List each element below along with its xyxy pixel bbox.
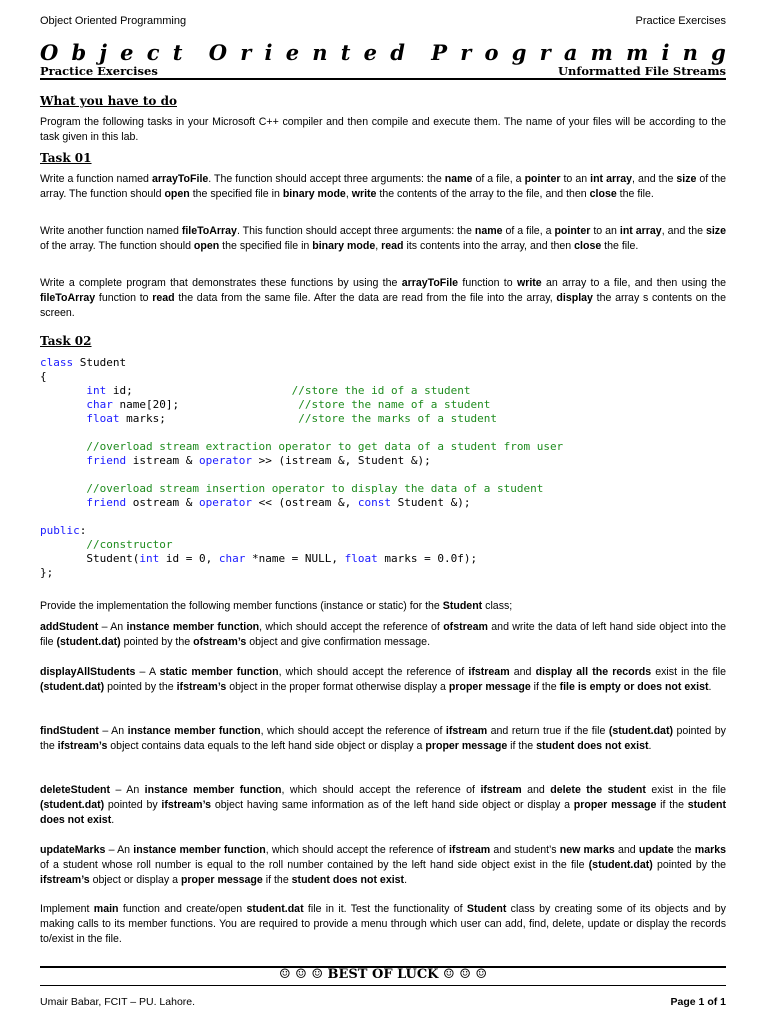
text-run: the specified file in — [219, 240, 313, 252]
code-text: id; — [106, 384, 292, 397]
text-run: Provide the implementation the following member functions (instance or static) for the — [40, 600, 443, 612]
text-run: – A — [135, 666, 160, 678]
running-header — [40, 15, 726, 31]
text-run: . This function should accept three arguments: the — [236, 225, 475, 237]
code-line — [40, 370, 563, 384]
code-text — [40, 538, 86, 551]
bold-run: student does not exist — [291, 874, 405, 886]
bold-run: ifstream — [468, 666, 510, 678]
code-line — [40, 538, 563, 552]
bold-run: ifstream’s — [176, 681, 227, 693]
code-keyword: char — [218, 552, 246, 565]
text-run: pointed by — [104, 799, 162, 811]
text-run: exist in the file — [645, 784, 726, 796]
bold-run: addStudent — [40, 621, 99, 633]
text-run: and — [521, 784, 551, 796]
bold-run: open — [193, 240, 220, 252]
bold-run: instance member function — [133, 844, 266, 856]
text-run: , which should accept the reference of — [260, 725, 446, 737]
text-run: function to — [95, 292, 153, 304]
code-text: name[20]; — [112, 398, 299, 411]
bold-run: updateMarks — [40, 844, 106, 856]
bold-run: int array — [619, 225, 662, 237]
footer-author: Umair Babar, FCIT – PU. Lahore. — [40, 996, 196, 1008]
text-run: if the — [262, 874, 292, 886]
code-comment: //overload stream extraction operator to get data of a student from user — [86, 440, 564, 453]
text-run: – An — [110, 784, 145, 796]
text-run: , — [345, 188, 352, 200]
text-run: . The function should accept three arguments: the — [208, 173, 445, 185]
code-line — [40, 524, 563, 538]
text-run: object and give confirmation message. — [246, 636, 431, 648]
subtitle-right: Unformatted File Streams — [558, 64, 726, 78]
bold-run: ifstream’s — [161, 799, 212, 811]
bold-run: deleteStudent — [40, 784, 111, 796]
item-delete-student — [40, 783, 726, 828]
text-run: function and create/open — [118, 903, 247, 915]
title-letter: e — [363, 40, 377, 65]
bold-run: student does not exist — [40, 799, 726, 826]
bold-run: close — [589, 188, 617, 200]
code-text: marks; — [119, 412, 299, 425]
code-text: Student — [73, 356, 127, 369]
text-run: – An — [98, 621, 127, 633]
code-text: Student( — [40, 552, 140, 565]
text-run: class; — [482, 600, 513, 612]
page-number: Page 1 of 1 — [670, 996, 726, 1008]
text-run: pointed by the — [652, 859, 726, 871]
title-letter: O — [40, 40, 59, 65]
bold-run: write — [351, 188, 377, 200]
task1-heading: Task 01 — [40, 151, 92, 165]
code-keyword: operator — [198, 496, 252, 509]
bold-run: new marks — [559, 844, 615, 856]
text-run: pointed by the — [120, 636, 194, 648]
text-run: the file. — [601, 240, 639, 252]
code-line — [40, 426, 563, 440]
text-run: pointed by the — [104, 681, 177, 693]
task1-paragraph-1 — [40, 172, 726, 202]
code-text: : — [79, 524, 87, 537]
bold-run: findStudent — [40, 725, 99, 737]
bold-run: pointer — [554, 225, 591, 237]
code-text: { — [40, 370, 47, 383]
code-line — [40, 496, 563, 510]
bold-run: write — [516, 277, 542, 289]
code-comment: //overload stream insertion operator to display the data of a student — [86, 482, 544, 495]
item-update-marks — [40, 843, 726, 888]
bold-run: binary mode — [282, 188, 346, 200]
code-line — [40, 482, 563, 496]
title-letter: g — [511, 40, 527, 65]
bold-run: arrayToFile — [401, 277, 459, 289]
bold-run: proper message — [425, 740, 508, 752]
code-text — [40, 482, 86, 495]
bold-run: ifstream — [445, 725, 488, 737]
code-line — [40, 468, 563, 482]
text-run: and — [509, 666, 536, 678]
text-run: the — [673, 844, 695, 856]
code-text — [40, 384, 86, 397]
code-keyword: friend — [86, 454, 127, 467]
bold-run: Student — [442, 600, 483, 612]
title-letter: r — [539, 40, 551, 65]
subtitle-bar — [40, 64, 726, 80]
task2-heading: Task 02 — [40, 334, 92, 348]
code-text — [40, 496, 86, 509]
bold-run: close — [574, 240, 602, 252]
task2-intro — [40, 599, 726, 614]
title-letter: P — [431, 40, 448, 65]
bold-run: size — [676, 173, 697, 185]
text-run: the contents of the array to the file, and then — [376, 188, 590, 200]
text-run: the data from the same file. After the data are read from the file into the array, — [174, 292, 557, 304]
title-letter: r — [460, 40, 472, 65]
code-line — [40, 454, 563, 468]
text-run: , — [375, 240, 382, 252]
text-run: Write another function named — [40, 225, 182, 237]
title-letter: e — [120, 40, 134, 65]
bold-run: display all the records — [535, 666, 652, 678]
title-letter: e — [285, 40, 300, 65]
code-text: *name = NULL, — [245, 552, 345, 565]
code-text: istream & — [126, 454, 199, 467]
title-letter: t — [340, 40, 351, 65]
bold-run: update — [638, 844, 674, 856]
bold-run: displayAllStudents — [40, 666, 136, 678]
text-run: and student’s — [490, 844, 560, 856]
title-letter: n — [682, 40, 698, 65]
bold-run: proper message — [448, 681, 531, 693]
bold-run: name — [474, 225, 503, 237]
code-comment: //store the name of a student — [298, 398, 491, 411]
title-letter: m — [590, 40, 613, 65]
title-letter: t — [172, 40, 183, 65]
bold-run: ofstream — [443, 621, 488, 633]
code-line — [40, 412, 563, 426]
code-line — [40, 566, 563, 580]
bold-run: binary mode — [312, 240, 376, 252]
text-run: of the array. The function should — [40, 240, 194, 252]
code-keyword: operator — [198, 454, 252, 467]
code-text: marks = 0.0f); — [377, 552, 478, 565]
text-run: Implement — [40, 903, 94, 915]
text-run: , and the — [661, 225, 706, 237]
code-line — [40, 510, 563, 524]
header-left: Object Oriented Programming — [40, 15, 187, 27]
bold-run: int array — [590, 173, 632, 185]
bold-run: file is empty or does not exist — [559, 681, 709, 693]
code-comment: //store the marks of a student — [298, 412, 497, 425]
text-run: if the — [507, 740, 537, 752]
text-run: the file. — [616, 188, 654, 200]
text-run: its contents into the array, and then — [403, 240, 575, 252]
bold-run: fileToArray — [40, 292, 96, 304]
title-letter: i — [264, 40, 273, 65]
code-comment: //constructor — [86, 538, 173, 551]
code-text — [40, 440, 86, 453]
bold-run: (student.dat) — [40, 799, 105, 811]
code-keyword: int — [139, 552, 160, 565]
title-letter: a — [563, 40, 578, 65]
item-add-student — [40, 620, 726, 650]
text-run: file in it. Test the functionality of — [303, 903, 467, 915]
text-run: – An — [98, 725, 128, 737]
code-keyword: char — [86, 398, 113, 411]
text-run: . — [708, 681, 712, 693]
bold-run: ifstream’s — [40, 874, 90, 886]
text-run: . — [404, 874, 408, 886]
text-run: , which should accept the reference of — [281, 784, 481, 796]
document-page — [40, 0, 726, 1024]
bold-run: student does not exist — [536, 740, 649, 752]
code-line — [40, 398, 563, 412]
code-text: << (ostream &, — [251, 496, 358, 509]
text-run: exist in the file — [651, 666, 726, 678]
bold-run: ifstream — [480, 784, 522, 796]
text-run: and write the data of left hand side object into the file — [40, 621, 726, 648]
code-keyword: friend — [86, 496, 127, 509]
bold-run: fileToArray — [181, 225, 237, 237]
code-line — [40, 384, 563, 398]
code-text — [40, 398, 86, 411]
bold-run: arrayToFile — [151, 173, 209, 185]
bold-run: display — [556, 292, 593, 304]
divider-bottom — [40, 985, 726, 986]
code-block — [40, 356, 563, 580]
text-run: of a file, a — [472, 173, 525, 185]
code-text: ostream & — [126, 496, 199, 509]
code-text — [40, 412, 86, 425]
code-keyword: public — [40, 524, 80, 537]
code-keyword: class — [40, 356, 74, 369]
text-run: object or display a — [89, 874, 181, 886]
title-letter: O — [208, 40, 228, 65]
text-run: of a student whose roll number is equal to the roll number contained by the left hand side object exist in the file — [40, 859, 589, 871]
bold-run: instance member function — [126, 621, 260, 633]
title-letter: m — [626, 40, 649, 65]
text-run: of a file, a — [502, 225, 555, 237]
code-line — [40, 552, 563, 566]
code-line — [40, 440, 563, 454]
item-display-all-students — [40, 665, 726, 695]
code-text: Student &); — [391, 496, 471, 509]
code-keyword: const — [357, 496, 392, 509]
text-run: if the — [656, 799, 688, 811]
bold-run: read — [152, 292, 175, 304]
bold-run: instance member function — [127, 725, 261, 737]
title-letter: i — [661, 40, 670, 65]
bold-run: marks — [694, 844, 726, 856]
task1-paragraph-3 — [40, 276, 726, 321]
bold-run: (student.dat) — [40, 681, 105, 693]
text-run: function to — [458, 277, 517, 289]
closing-paragraph — [40, 902, 726, 947]
bold-run: read — [381, 240, 404, 252]
bold-run: proper message — [180, 874, 263, 886]
code-text: >> (istream &, Student &); — [251, 454, 431, 467]
title-letter: r — [240, 40, 252, 65]
title-letter: d — [390, 40, 405, 65]
title-letter: g — [711, 40, 726, 65]
document-title — [40, 40, 726, 66]
text-run: , and the — [632, 173, 677, 185]
task1-paragraph-2 — [40, 224, 726, 254]
code-line — [40, 356, 563, 370]
text-run: object having same information as of the left hand side object or display a — [211, 799, 574, 811]
text-run: object in the proper format otherwise display a — [226, 681, 449, 693]
text-run: , which should accept the reference of — [278, 666, 469, 678]
bold-run: delete the student — [550, 784, 646, 796]
title-letter: j — [99, 40, 107, 65]
text-run: . — [111, 814, 115, 826]
bold-run: instance member function — [144, 784, 282, 796]
title-letter: o — [484, 40, 499, 65]
bold-run: size — [705, 225, 726, 237]
best-of-luck: ☺ ☺ ☺ BEST OF LUCK ☺ ☺ ☺ — [278, 967, 488, 982]
what-to-do-text: Program the following tasks in your Microsoft C++ compiler and then compile and execute them. The name of your files will be according to the task given in this lab. — [40, 116, 726, 143]
what-to-do-heading: What you have to do — [40, 94, 177, 108]
code-keyword: float — [344, 552, 378, 565]
text-run: and — [614, 844, 639, 856]
bold-run: ifstream’s — [57, 740, 108, 752]
code-keyword: float — [86, 412, 120, 425]
text-run: . — [648, 740, 652, 752]
code-text — [40, 454, 86, 467]
text-run: object contains data equals to the left hand side object or display a — [107, 740, 426, 752]
bold-run: main — [93, 903, 119, 915]
code-text: }; — [40, 566, 54, 579]
header-right: Practice Exercises — [635, 15, 726, 27]
code-comment: //store the id of a student — [291, 384, 471, 397]
text-run: the array s contents on the screen. — [40, 292, 726, 319]
text-run: the specified file in — [189, 188, 283, 200]
title-letter: c — [146, 40, 160, 65]
code-keyword: int — [86, 384, 107, 397]
text-run: , which should accept the reference of — [265, 844, 449, 856]
bold-run: student.dat — [246, 903, 304, 915]
code-text: id = 0, — [159, 552, 219, 565]
text-run: to an — [560, 173, 591, 185]
text-run: to an — [590, 225, 620, 237]
text-run: pointed by the — [40, 725, 726, 752]
text-run: Write a function named — [40, 173, 152, 185]
bold-run: static member function — [159, 666, 279, 678]
title-letter: b — [71, 40, 87, 65]
bold-run: open — [164, 188, 190, 200]
text-run: of the array. The function should — [40, 173, 726, 200]
text-run: an array to a file, and then using the — [541, 277, 726, 289]
text-run: – An — [105, 844, 134, 856]
bold-run: proper message — [573, 799, 657, 811]
text-run: , which should accept the reference of — [259, 621, 444, 633]
bold-run: ofstream’s — [193, 636, 247, 648]
text-run: Write a complete program that demonstrates these functions by using the — [40, 277, 402, 289]
bold-run: Student — [466, 903, 507, 915]
subtitle-left: Practice Exercises — [40, 64, 158, 78]
title-letter: n — [312, 40, 328, 65]
bold-run: (student.dat) — [56, 636, 121, 648]
bold-run: (student.dat) — [608, 725, 674, 737]
bold-run: (student.dat) — [588, 859, 653, 871]
text-run: and return true if the file — [487, 725, 609, 737]
item-find-student — [40, 724, 726, 754]
bold-run: pointer — [524, 173, 561, 185]
bold-run: name — [444, 173, 473, 185]
text-run: if the — [530, 681, 560, 693]
bold-run: ifstream — [448, 844, 491, 856]
text-run: class by creating some of its objects and by making calls to its member functions. You are required to provide a menu through which user can add, find, delete, update or display the records to/exist in the file. — [40, 903, 726, 945]
